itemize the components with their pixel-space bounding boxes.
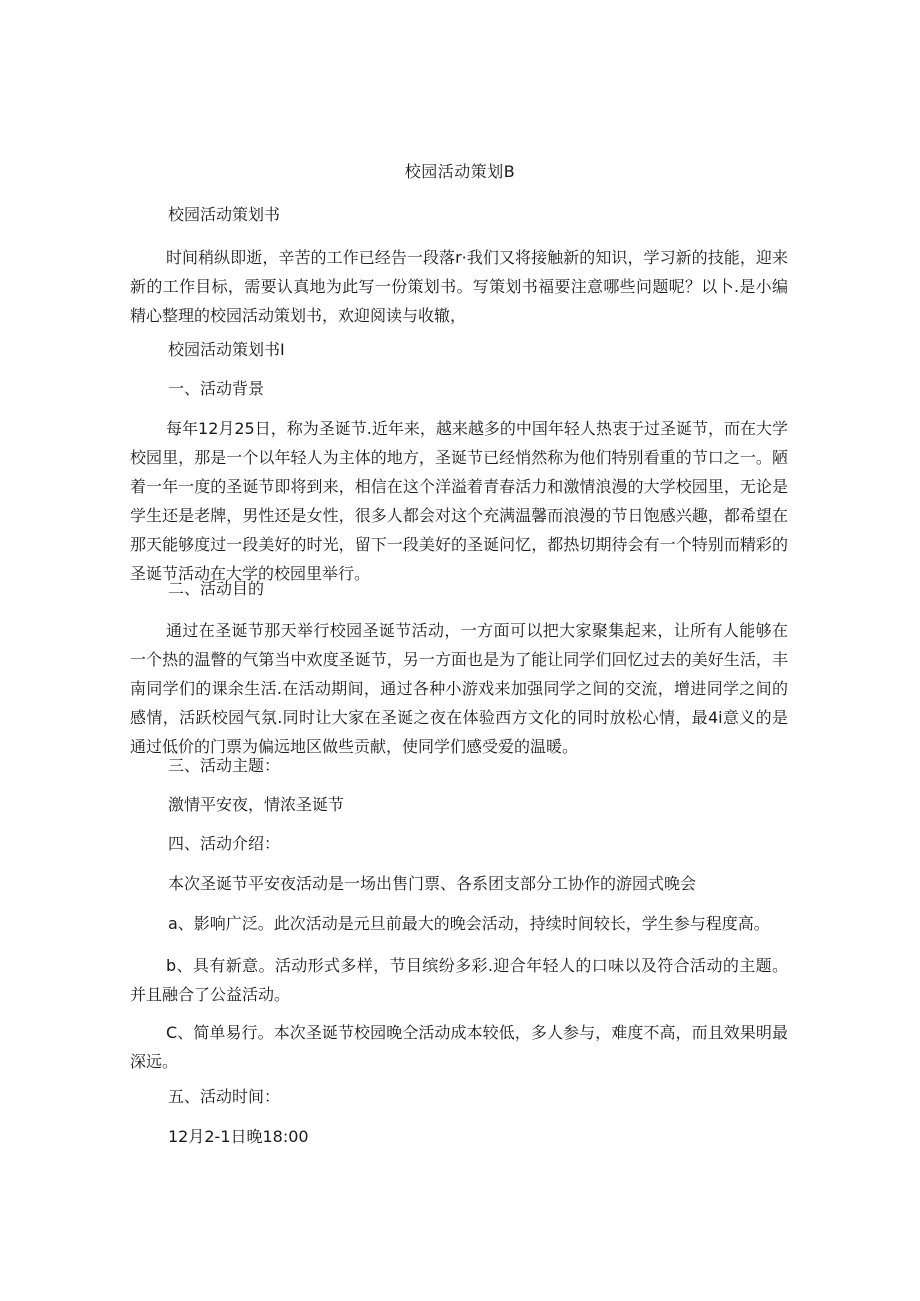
list-item-c: C、简单易行。本次圣诞节校园晚仝活动成本较低，多人参与，难度不高，而且效果明最深远。 — [130, 1023, 788, 1071]
document-title: 校园活动策划B — [404, 162, 516, 181]
purpose-paragraph: 通过在圣诞节那天举行校园圣诞节活动，一方面可以把大家聚集起来，让所有人能够在一个热的温瞥的气第当中欢度圣诞节，另一方面也是为了能让同学们回忆过去的美好生活，丰南同学们的课余生活.在活动期间，通过各种小游戏来加强同学之间的交流，增进同学之间的感情，活跃校园气氛.同时让大家在圣诞之夜在体验西方文化的同时放松心情，最4i意义的是通过低价的门票为偏远地区做些贡献，使同学们感受爱的温暖。 — [130, 621, 788, 756]
heading-introduction: 四、活动介绍： — [168, 834, 281, 853]
introduction-line: 本次圣诞节平安夜活动是一场出售门票、各系团支部分工协作的游园式晚会 — [168, 874, 697, 893]
theme-text: 激情平安夜，情浓圣诞节 — [168, 795, 345, 814]
heading-purpose: 二、活动目的 — [168, 579, 265, 598]
heading-time: 五、活动时间： — [168, 1087, 281, 1106]
time-text: 12月2-1日晚18:00 — [168, 1127, 309, 1146]
intro-paragraph: 时间稍纵即逝，辛苦的工作已经告一段落r·我们又将接触新的知识，学习新的技能，迎来新的工作目标，需要认真地为此写一份策划书。写策划书福要注意哪些问题呢？以卜.是小编精心整理的校园活动策划书，欢迎阅读与收辙， — [130, 248, 788, 325]
heading-theme: 三、活动主题： — [168, 756, 281, 775]
document-subtitle: 校园活动策划书 — [168, 205, 281, 224]
section-title: 校园活动策划书I — [168, 340, 285, 359]
background-paragraph: 每年12月25日，称为圣诞节.近年来，越来越多的中国年轻人热衷于过圣诞节，而在大学校园里，那是一个以年轻人为主体的地方，圣诞节已经悄然称为他们特别看重的节口之一。陋着一年一度的圣诞节即将到来，相信在这个洋溢着青春活力和激情浪漫的大学校园里，无论是学生还是老牌，男性还是女性，很多人都会对这个充满温馨而浪漫的节日饱感兴趣，都希望在那天能够度过一段美好的时光，留下一段美好的圣诞问忆，都热切期待会有一个特别而精彩的圣诞节活动在大学的校园里举行。 — [130, 419, 788, 583]
list-item-b: b、具有新意。活动形式多样，节目缤纷多彩.迎合年轻人的口味以及符合活动的主题。并且融合了公益活动。 — [130, 956, 788, 1004]
heading-background: 一、活动背景 — [168, 379, 265, 398]
list-item-a: a、影响广泛。此次活动是元旦前最大的晚会活动，持续时间较长，学生参与程度高。 — [168, 914, 770, 933]
